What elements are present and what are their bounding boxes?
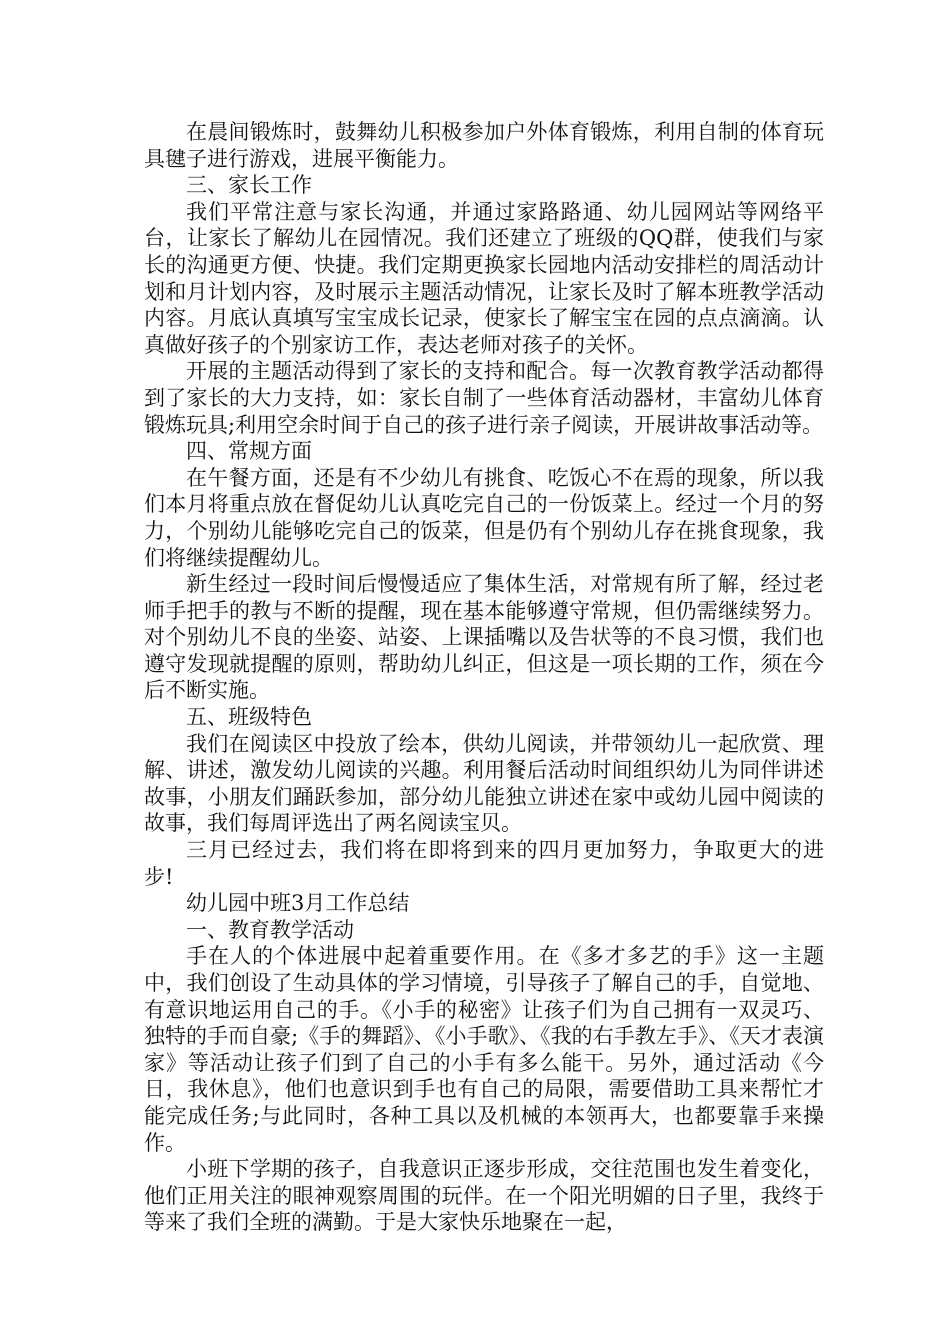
paragraph-parent-communication: 我们平常注意与家长沟通，并通过家路路通、幼儿园网站等网络平台，让家长了解幼儿在园情况。我们还建立了班级的QQ群，使我们与家长的沟通更方便、快捷。我们定期更换家长园地内活动安排栏的周活动计划和月计划内容，及时展示主题活动情况，让家长及时了解本班教学活动内容。月底认真填写宝宝成长记录，使家长了解宝宝在园的点点滴滴。认真做好孩子的个别家访工作，表达老师对孩子的关怀。 (144, 199, 824, 357)
section-heading-class-feature: 五、班级特色 (186, 705, 312, 730)
paragraph-closing: 三月已经过去，我们将在即将到来的四月更加努力，争取更大的进步! (144, 838, 824, 889)
paragraph-hands-theme: 手在人的个体进展中起着重要作用。在《多才多艺的手》这一主题中，我们创设了生动具体的学习情境，引导孩子了解自己的手，自觉地、有意识地运用自己的手。《小手的秘密》让孩子们为自己拥有一双灵巧、独特的手而自豪;《手的舞蹈》、《小手歌》、《我的右手教左手》、《天才表演家》等活动让孩子们到了自己的小手有多么能干。另外，通过活动《今日，我休息》，他们也意识到手也有自己的局限，需要借助工具来帮忙才能完成任务;与此同时，各种工具以及机械的本领再大，也都要靠手来操作。 (144, 944, 824, 1155)
paragraph-new-students: 新生经过一段时间后慢慢适应了集体生活，对常规有所了解，经过老师手把手的教与不断的提醒，现在基本能够遵守常规，但仍需继续努力。对个别幼儿不良的坐姿、站姿、上课插嘴以及告状等的不良习惯，我们也遵守发现就提醒的原则，帮助幼儿纠正，但这是一项长期的工作，须在今后不断实施。 (144, 572, 824, 703)
document-page (144, 119, 824, 1236)
section-heading-parent-work: 三、家长工作 (186, 173, 312, 198)
section-heading-teaching: 一、教育教学活动 (186, 917, 354, 942)
document-title: 幼儿园中班3月工作总结 (186, 891, 410, 916)
paragraph-morning-exercise: 在晨间锻炼时，鼓舞幼儿积极参加户外体育锻炼，利用自制的体育玩具毽子进行游戏，进展平衡能力。 (144, 120, 824, 171)
paragraph-small-class: 小班下学期的孩子，自我意识正逐步形成，交往范围也发生着变化，他们正用关注的眼神观察周围的玩伴。在一个阳光明媚的日子里，我终于等来了我们全班的满勤。于是大家快乐地聚在一起， (144, 1157, 824, 1235)
paragraph-lunch-routine: 在午餐方面，还是有不少幼儿有挑食、吃饭心不在焉的现象，所以我们本月将重点放在督促幼儿认真吃完自己的一份饭菜上。经过一个月的努力，个别幼儿能够吃完自己的饭菜，但是仍有个别幼儿存在挑食现象，我们将继续提醒幼儿。 (144, 465, 824, 570)
paragraph-parent-support: 开展的主题活动得到了家长的支持和配合。每一次教育教学活动都得到了家长的大力支持，如：家长自制了一些体育活动器材，丰富幼儿体育锻炼玩具;利用空余时间于自己的孩子进行亲子阅读，开展讲故事活动等。 (144, 359, 824, 437)
section-heading-routine: 四、常规方面 (186, 439, 312, 464)
paragraph-reading-corner: 我们在阅读区中投放了绘本，供幼儿阅读，并带领幼儿一起欣赏、理解、讲述，激发幼儿阅读的兴趣。利用餐后活动时间组织幼儿为同伴讲述故事，小朋友们踊跃参加，部分幼儿能独立讲述在家中或幼儿园中阅读的故事，我们每周评选出了两名阅读宝贝。 (144, 731, 824, 836)
